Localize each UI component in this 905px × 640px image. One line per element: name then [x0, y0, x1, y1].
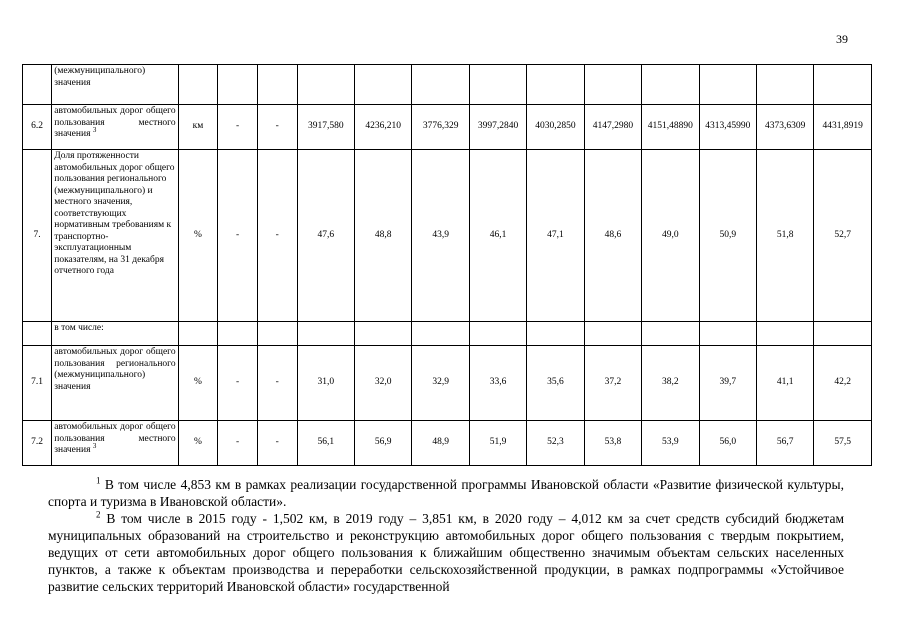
indicator-label: в том числе: — [54, 323, 104, 333]
value-cell — [699, 322, 756, 346]
value-cell — [297, 322, 354, 346]
unit-cell: км — [178, 105, 218, 150]
footnote-text: В том числе в 2015 году - 1,502 км, в 2019 году – 3,851 км, в 2020 году – 4,012 км за счет средств субсидий бюджетам муниципальных образований на строительство и реконструкцию автомобильных дорог общего пользования с твердым покрытием, ведущих от сети автомобильных дорог общего пользования к ближайшим общественно значимым объектам сельских населенных пунктов, а также к объектам производства и переработки сельскохозяйственной продукции, в рамках подпрограммы «Устойчивое развитие сельских территорий Ивановской области» государственной — [48, 511, 844, 594]
table-row — [23, 105, 872, 150]
unit-cell — [178, 322, 218, 346]
value-cell — [469, 65, 526, 105]
page-number: 39 — [836, 32, 848, 46]
value-cell — [257, 322, 297, 346]
value-cell: 3997,2840 — [469, 105, 526, 150]
indicator-label: автомобильных дорог общего пользования регионального (межмуниципального) значения — [54, 347, 176, 392]
value-cell: 39,7 — [699, 346, 756, 421]
value-cell — [218, 65, 258, 105]
value-cell: - — [257, 105, 297, 150]
row-number-cell: 7.1 — [23, 346, 52, 421]
value-cell: 42,2 — [814, 346, 872, 421]
value-cell: 37,2 — [584, 346, 641, 421]
footnote-2 — [48, 510, 844, 595]
indicator-label-cell — [52, 421, 178, 466]
indicators-table — [22, 64, 872, 466]
table-row — [23, 322, 872, 346]
table-row — [23, 65, 872, 105]
footnotes — [48, 476, 844, 595]
value-cell: 48,6 — [584, 150, 641, 322]
value-cell: 56,9 — [355, 421, 412, 466]
indicator-label: автомобильных дорог общего пользования местного значения — [54, 422, 176, 455]
value-cell — [355, 65, 412, 105]
value-cell: 47,6 — [297, 150, 354, 322]
footnote-mark: 1 — [96, 475, 101, 486]
value-cell: - — [218, 421, 258, 466]
value-cell: 49,0 — [642, 150, 699, 322]
indicator-label: Доля протяженности автомобильных дорог общего пользования регионального (межмуниципального) и местного значения, соответствующих нормативным требованиям к транспортно-эксплуатационным показателям, на 31 декабря отчетного года — [54, 151, 175, 276]
value-cell: 51,9 — [469, 421, 526, 466]
value-cell: 4373,6309 — [756, 105, 813, 150]
footnote-reference: 3 — [92, 441, 97, 450]
indicator-label-cell — [52, 150, 178, 322]
value-cell — [814, 322, 872, 346]
value-cell: 56,0 — [699, 421, 756, 466]
value-cell: - — [257, 421, 297, 466]
value-cell — [699, 65, 756, 105]
value-cell — [642, 65, 699, 105]
value-cell: 53,9 — [642, 421, 699, 466]
value-cell — [412, 322, 469, 346]
footnote-1 — [48, 476, 844, 510]
value-cell: 48,8 — [355, 150, 412, 322]
value-cell: 51,8 — [756, 150, 813, 322]
value-cell: 32,0 — [355, 346, 412, 421]
value-cell: 4147,2980 — [584, 105, 641, 150]
value-cell — [527, 65, 584, 105]
value-cell — [527, 322, 584, 346]
footnote-reference: 3 — [92, 125, 97, 134]
value-cell: 47,1 — [527, 150, 584, 322]
row-number-cell — [23, 65, 52, 105]
value-cell — [584, 65, 641, 105]
value-cell: 35,6 — [527, 346, 584, 421]
value-cell: 4431,8919 — [814, 105, 872, 150]
value-cell — [584, 322, 641, 346]
unit-cell — [178, 65, 218, 105]
value-cell: 46,1 — [469, 150, 526, 322]
value-cell: 4151,48890 — [642, 105, 699, 150]
indicator-label-cell — [52, 322, 178, 346]
value-cell: 4236,210 — [355, 105, 412, 150]
value-cell — [756, 322, 813, 346]
value-cell: 3917,580 — [297, 105, 354, 150]
value-cell: - — [218, 346, 258, 421]
value-cell: 33,6 — [469, 346, 526, 421]
unit-cell: % — [178, 346, 218, 421]
value-cell: 41,1 — [756, 346, 813, 421]
value-cell: 57,5 — [814, 421, 872, 466]
value-cell: - — [218, 105, 258, 150]
value-cell — [412, 65, 469, 105]
row-number-cell: 7. — [23, 150, 52, 322]
table-row — [23, 421, 872, 466]
value-cell: 50,9 — [699, 150, 756, 322]
indicator-label-cell — [52, 346, 178, 421]
value-cell — [814, 65, 872, 105]
unit-cell: % — [178, 150, 218, 322]
footnote-text: В том числе 4,853 км в рамках реализации государственной программы Ивановской области «Развитие физической культуры, спорта и туризма в Ивановской области». — [48, 477, 844, 509]
value-cell — [257, 65, 297, 105]
value-cell: 38,2 — [642, 346, 699, 421]
indicator-label: автомобильных дорог общего пользования местного значения — [54, 106, 176, 139]
value-cell: 32,9 — [412, 346, 469, 421]
value-cell: 43,9 — [412, 150, 469, 322]
row-number-cell: 7.2 — [23, 421, 52, 466]
value-cell: 56,1 — [297, 421, 354, 466]
value-cell — [469, 322, 526, 346]
value-cell: 31,0 — [297, 346, 354, 421]
footnote-mark: 2 — [96, 510, 101, 520]
value-cell: - — [218, 150, 258, 322]
value-cell: 52,3 — [527, 421, 584, 466]
table-row — [23, 150, 872, 322]
value-cell: 48,9 — [412, 421, 469, 466]
table-row — [23, 346, 872, 421]
indicator-label: (межмуниципального) значения — [54, 66, 146, 88]
value-cell: - — [257, 346, 297, 421]
value-cell — [218, 322, 258, 346]
indicator-label-cell — [52, 65, 178, 105]
indicator-label-cell — [52, 105, 178, 150]
value-cell — [355, 322, 412, 346]
value-cell: - — [257, 150, 297, 322]
value-cell: 4030,2850 — [527, 105, 584, 150]
value-cell — [756, 65, 813, 105]
value-cell: 3776,329 — [412, 105, 469, 150]
value-cell — [642, 322, 699, 346]
value-cell: 53,8 — [584, 421, 641, 466]
value-cell — [297, 65, 354, 105]
value-cell: 56,7 — [756, 421, 813, 466]
value-cell: 52,7 — [814, 150, 872, 322]
row-number-cell: 6.2 — [23, 105, 52, 150]
row-number-cell — [23, 322, 52, 346]
unit-cell: % — [178, 421, 218, 466]
value-cell: 4313,45990 — [699, 105, 756, 150]
